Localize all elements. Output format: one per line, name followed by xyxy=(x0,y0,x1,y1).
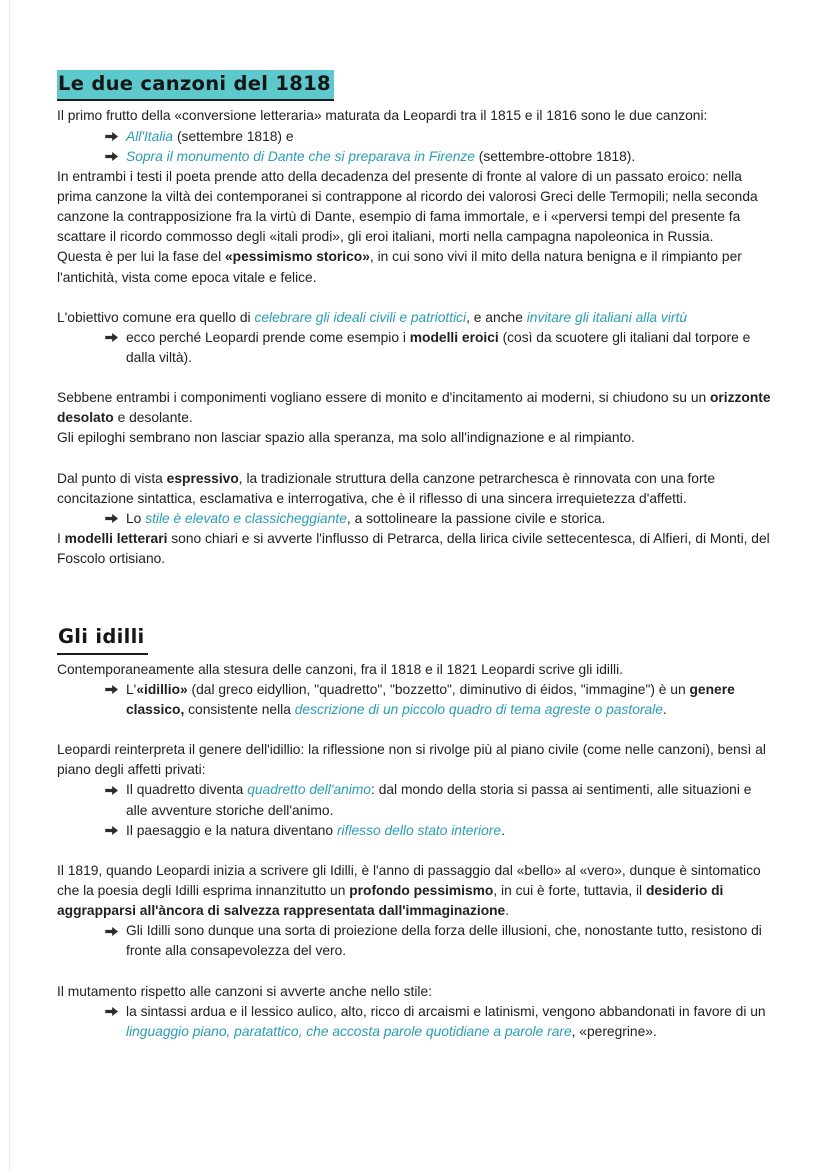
text-run: L' xyxy=(126,681,137,697)
text-run: espressivo xyxy=(166,470,239,486)
arrow-right-icon xyxy=(104,821,126,841)
text-run: , in cui sono vivi il mito della natura benigna e il rimpianto per l'antichità, vista come epoca vitale e felice. xyxy=(57,249,742,285)
blank-line xyxy=(57,368,772,388)
text-run: (così da scuotere gli italiani dal torpore e dalla viltà). xyxy=(126,329,751,366)
arrow-right-icon xyxy=(104,147,126,167)
text-run: Il 1819, quando Leopardi inizia a scrivere gli Idilli, è l'anno di passaggio dal «bello» al «vero», dunque è sintomatico che la poesia degli Idilli esprima innanzitutto un xyxy=(57,862,761,899)
text-run: consistente nella xyxy=(184,702,295,718)
text-run: : dal mondo della storia si passa ai sentimenti, alle situazioni e alle avventure storiche dell'animo. xyxy=(126,782,752,818)
text-run: «pessimismo storico» xyxy=(224,249,370,265)
blank-line xyxy=(57,720,772,740)
text-run: sono chiari e si avverte l'influsso di Petrarca, della lirica civile settecentesca, di Alfieri, di Monti, del Foscolo ortisiano. xyxy=(57,531,770,567)
text-run: linguaggio piano, paratattico, che accosta parole quotidiane a parole rare xyxy=(126,1023,572,1039)
text-run: L'obiettivo comune era quello di xyxy=(57,309,255,325)
bullet-text xyxy=(126,780,772,820)
paragraph xyxy=(57,247,772,287)
text-run: profondo pessimismo xyxy=(349,883,494,899)
bullet-text xyxy=(126,147,772,167)
section-heading-text: Gli idilli xyxy=(57,623,148,654)
text-run: invitare gli italiani alla virtù xyxy=(526,309,687,325)
text-run: la sintassi ardua e il lessico aulico, alto, ricco di arcaismi e latinismi, vengono abbandonati in favore di un xyxy=(126,1003,766,1019)
blank-line xyxy=(57,962,772,982)
text-run: «idillio» xyxy=(136,681,188,697)
text-run: ecco perché Leopardi prende come esempio i xyxy=(126,329,410,345)
text-run: Il paesaggio e la natura diventano xyxy=(126,822,337,838)
arrow-right-icon xyxy=(104,509,126,529)
text-run: modelli eroici xyxy=(409,329,499,345)
text-run: desiderio di aggrapparsi all'àncora di salvezza rappresentata dall'immaginazione xyxy=(57,883,724,919)
blank-line xyxy=(57,841,772,861)
text-run: e desolante. xyxy=(113,410,193,426)
text-run: Leopardi reinterpreta il genere dell'idillio: la riflessione non si rivolge più al piano civile (come nelle canzoni), bensì al piano degli affetti privati: xyxy=(57,742,766,778)
bullet-text xyxy=(126,509,772,529)
arrow-bullet-item xyxy=(104,1002,772,1042)
text-run: Questa è per lui la fase del xyxy=(57,249,225,265)
text-run: , la tradizionale struttura della canzone petrarchesca è rinnovata con una forte concitazione sintattica, esclamativa e interrogativa, che è il riflesso di una sincera irrequietezza d'affetti. xyxy=(57,470,716,506)
text-run: Gli Idilli sono dunque una sorta di proiezione della forza delle illusioni, che, nonostante tutto, resistono di fronte alla consapevolezza del vero. xyxy=(126,923,762,959)
text-run: Dal punto di vista xyxy=(57,470,167,486)
section-gli-idilli xyxy=(57,623,772,1042)
text-run: Il quadretto diventa xyxy=(126,782,248,798)
text-run: (dal greco eidyllion, "quadretto", "bozzetto", diminutivo di éidos, "immagine") è un xyxy=(187,681,690,697)
arrow-right-icon xyxy=(104,680,126,720)
arrow-bullet-item xyxy=(104,921,772,961)
text-run: . xyxy=(662,702,667,718)
text-run: quadretto dell'animo xyxy=(247,782,372,798)
paragraph xyxy=(57,106,772,126)
section-heading xyxy=(57,70,772,101)
paragraph xyxy=(57,982,772,1002)
text-run: , a sottolineare la passione civile e storica. xyxy=(346,510,606,526)
text-run: . xyxy=(505,903,510,919)
arrow-right-icon xyxy=(104,921,126,961)
paragraph xyxy=(57,428,772,448)
text-run: I xyxy=(57,531,65,546)
text-run: In entrambi i testi il poeta prende atto della decadenza del presente di fronte al valore di un passato eroico: nella prima canzone la viltà dei contemporanei si contrappone al ricordo dei valorosi Greci delle Termopili; nella seconda canzone la contrapposizione fra la virtù di Dante, esempio di fama immortale, e i «perversi tempi del presente fa scattare il ricordo commosso degli «itali prodi», gli eroi italiani, morti nella campagna napoleonica in Russia. xyxy=(57,168,758,245)
text-run: Gli epiloghi sembrano non lasciar spazio alla speranza, ma solo all'indignazione e al rimpianto. xyxy=(57,430,635,446)
text-run: All'Italia xyxy=(126,128,174,144)
arrow-bullet-item xyxy=(104,147,772,167)
text-run: , e anche xyxy=(466,309,527,325)
text-run: stile è elevato e classicheggiante xyxy=(145,510,347,526)
text-run: Sebbene entrambi i componimenti vogliano essere di monito e d'incitamento ai moderni, si chiudono su un xyxy=(57,390,710,406)
text-run: genere classico, xyxy=(126,681,735,718)
text-run: Lo xyxy=(126,510,146,526)
paragraph xyxy=(57,388,772,428)
arrow-bullet-item xyxy=(104,780,772,820)
section-heading xyxy=(57,623,772,654)
paragraph xyxy=(57,308,772,328)
arrow-right-icon xyxy=(104,127,126,147)
arrow-right-icon xyxy=(104,780,126,820)
text-run: orizzonte desolato xyxy=(57,390,771,426)
bullet-text xyxy=(126,680,772,720)
paragraph xyxy=(57,740,772,780)
text-run: Sopra il monumento di Dante che si preparava in Firenze xyxy=(126,148,475,164)
arrow-bullet-item xyxy=(104,127,772,147)
section-le-due-canzoni-del-1818 xyxy=(57,70,772,569)
paragraph xyxy=(57,660,772,680)
section-heading-text: Le due canzoni del 1818 xyxy=(57,70,334,101)
bullet-text xyxy=(126,921,772,961)
text-run: riflesso dello stato interiore xyxy=(336,822,502,838)
bullet-text xyxy=(126,1002,772,1042)
blank-line xyxy=(57,288,772,308)
text-run: celebrare gli ideali civili e patriottici xyxy=(254,309,467,325)
text-run: (settembre-ottobre 1818). xyxy=(474,148,636,164)
text-run: (settembre 1818) e xyxy=(173,128,294,144)
blank-line xyxy=(57,449,772,469)
text-run: Contemporaneamente alla stesura delle canzoni, fra il 1818 e il 1821 Leopardi scrive gli idilli. xyxy=(57,661,623,677)
bullet-text xyxy=(126,328,772,368)
bullet-text xyxy=(126,821,772,841)
paragraph xyxy=(57,167,772,248)
paragraph xyxy=(57,529,772,569)
arrow-right-icon xyxy=(104,1002,126,1042)
arrow-right-icon xyxy=(104,328,126,368)
paragraph xyxy=(57,469,772,509)
document-content xyxy=(57,70,772,1042)
text-run: modelli letterari xyxy=(64,531,168,546)
arrow-bullet-item xyxy=(104,328,772,368)
text-run: Il mutamento rispetto alle canzoni si avverte anche nello stile: xyxy=(57,983,433,999)
text-run: . xyxy=(501,822,505,838)
arrow-bullet-item xyxy=(104,821,772,841)
arrow-bullet-item xyxy=(104,680,772,720)
text-run: , «peregrine». xyxy=(571,1023,657,1039)
page-edge-line xyxy=(9,0,10,1171)
paragraph xyxy=(57,861,772,921)
text-run: descrizione di un piccolo quadro di tema agreste o pastorale xyxy=(294,702,663,718)
text-run: , in cui è forte, tuttavia, il xyxy=(493,883,646,899)
arrow-bullet-item xyxy=(104,509,772,529)
text-run: Il primo frutto della «conversione letteraria» maturata da Leopardi tra il 1815 e il 1816 sono le due canzoni: xyxy=(57,108,708,124)
bullet-text xyxy=(126,127,772,147)
